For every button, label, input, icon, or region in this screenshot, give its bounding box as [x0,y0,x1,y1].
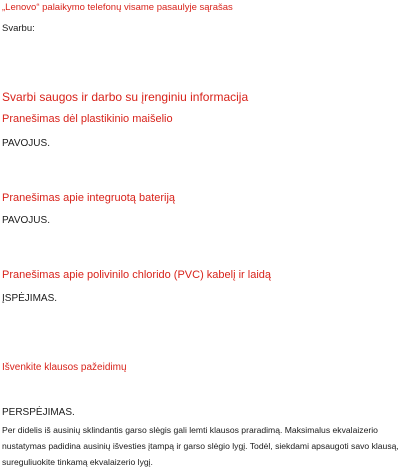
support-phone-list-link[interactable]: „Lenovo“ palaikymo telefonų visame pasaulyje sąrašas [2,2,233,13]
pvc-cable-caution-label: ĮSPĖJIMAS. [2,293,58,304]
plastic-bag-notice-heading: Pranešimas dėl plastikinio maišelio [2,113,173,125]
hearing-notice-heading: Išvenkite klausos pažeidimų [2,362,127,373]
hearing-warning-paragraph: Per didelis iš ausinių sklindantis garso slėgis gali lemti klausos praradimą. Maksimalus ekvalaizerio nustatymas padidina ausinių išvesties įtampą ir garso slėgio lygį. Todėl, siekdami apsaugoti savo klausą, sureguliuokite tinkamą ekvalaizerio lygį. [2,425,399,467]
section-title: Svarbi saugos ir darbo su įrenginiu informacija [2,90,249,104]
important-label: Svarbu: [2,23,35,34]
pvc-cable-notice-heading: Pranešimas apie polivinilo chlorido (PVC) kabelį ir laidą [2,269,272,281]
battery-danger-label: PAVOJUS. [2,215,50,226]
battery-notice-heading: Pranešimas apie integruotą bateriją [2,192,176,204]
hearing-caution-label: PERSPĖJIMAS. [2,407,75,418]
plastic-bag-danger-label: PAVOJUS. [2,138,50,149]
